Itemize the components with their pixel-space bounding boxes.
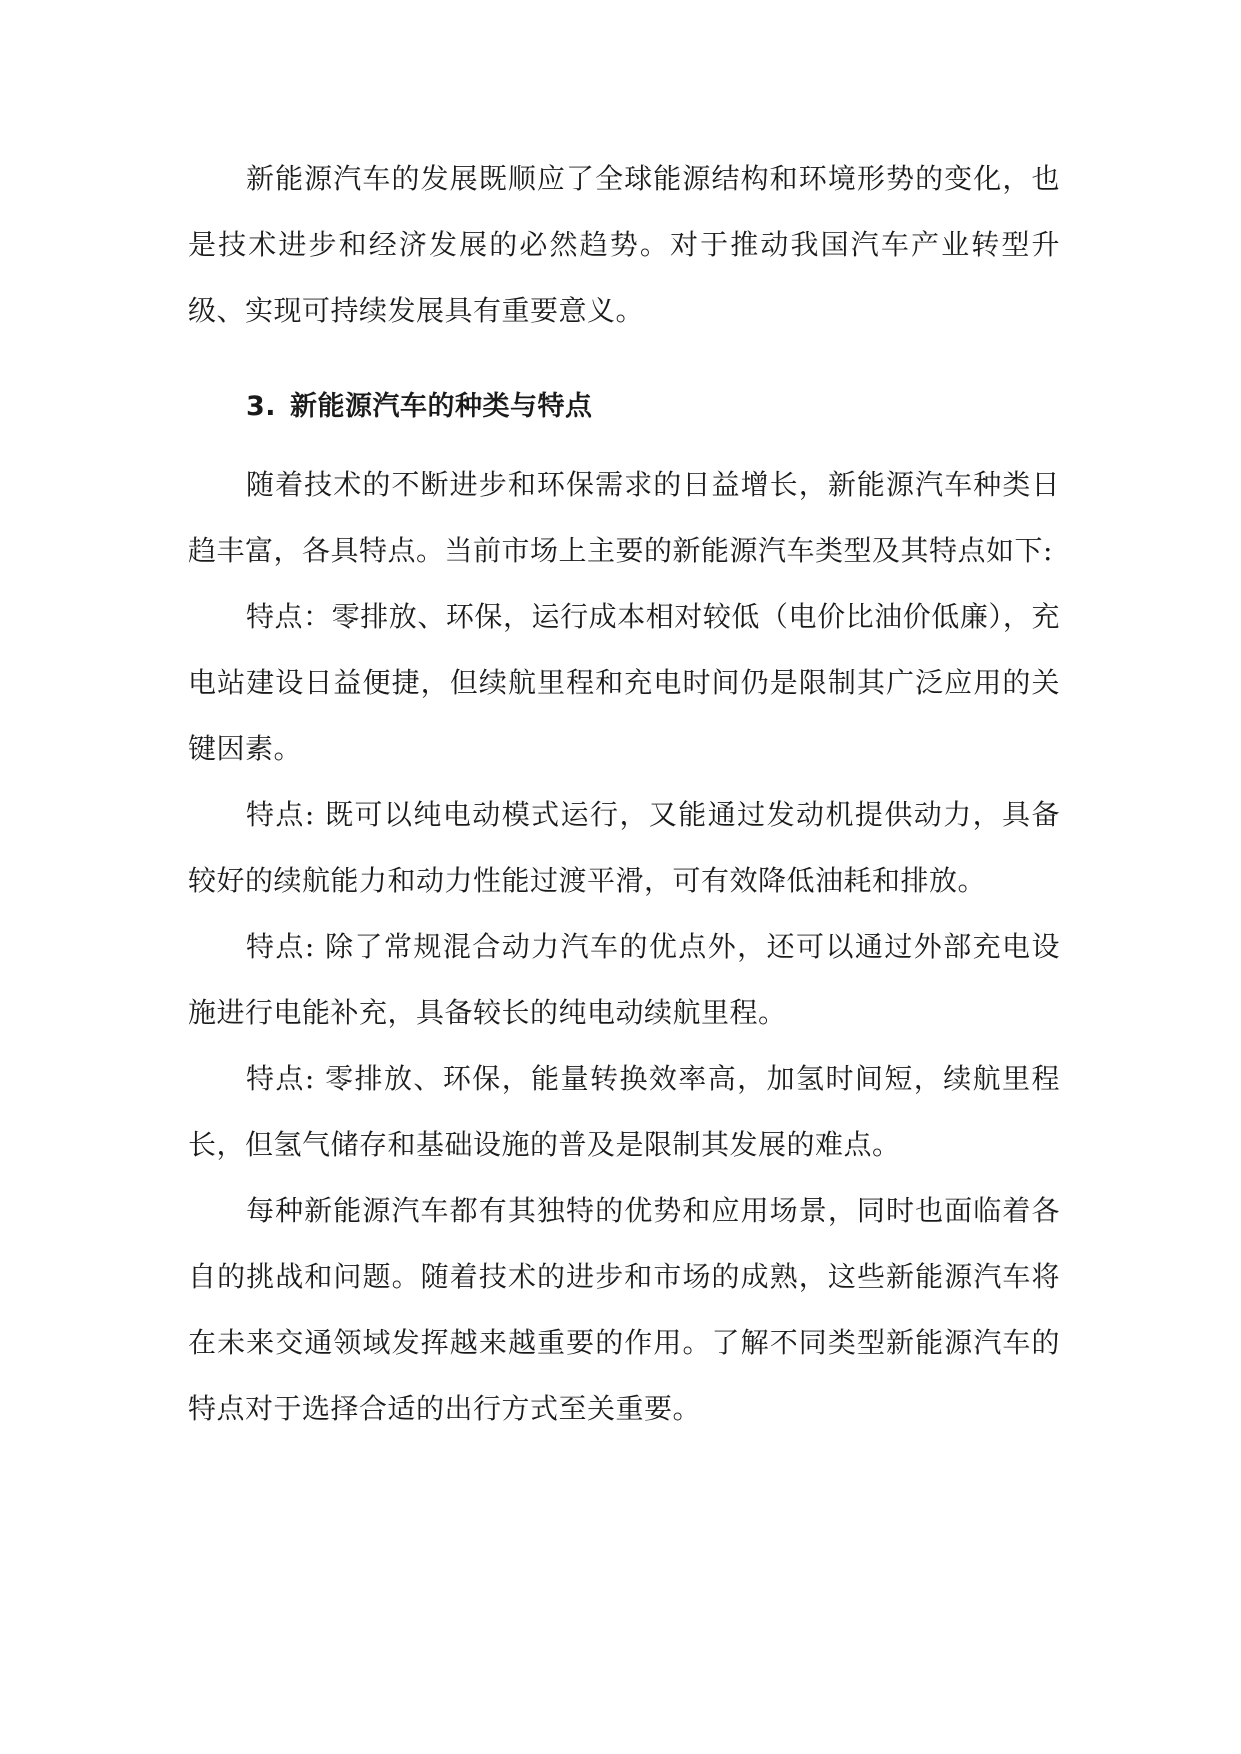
- intro-paragraph: 新能源汽车的发展既顺应了全球能源结构和环境形势的变化，也是技术进步和经济发展的必然趋势。对于推动我国汽车产业转型升级、实现可持续发展具有重要意义。: [188, 162, 1060, 327]
- body-paragraph-feature-4: 特点: 零排放、环保，能量转换效率高，加氢时间短，续航里程长，但氢气储存和基础设施的普及是限制其发展的难点。: [188, 1062, 1060, 1161]
- body-paragraph-overview: 随着技术的不断进步和环保需求的日益增长，新能源汽车种类日趋丰富，各具特点。当前市场上主要的新能源汽车类型及其特点如下:: [188, 468, 1060, 567]
- body-paragraph-feature-2: 特点: 既可以纯电动模式运行，又能通过发动机提供动力，具备较好的续航能力和动力性能过渡平滑，可有效降低油耗和排放。: [188, 798, 1060, 897]
- document-body: [188, 146, 1060, 1442]
- body-paragraph-feature-3: 特点: 除了常规混合动力汽车的优点外，还可以通过外部充电设施进行电能补充，具备较长的纯电动续航里程。: [188, 930, 1060, 1029]
- section-number: 3.: [246, 391, 277, 422]
- section-heading: [188, 374, 1060, 440]
- body-paragraph-feature-1: 特点：零排放、环保，运行成本相对较低（电价比油价低廉），充电站建设日益便捷，但续航里程和充电时间仍是限制其广泛应用的关键因素。: [188, 600, 1060, 765]
- section-title: 新能源汽车的种类与特点: [290, 391, 593, 422]
- body-paragraph-summary: 每种新能源汽车都有其独特的优势和应用场景，同时也面临着各自的挑战和问题。随着技术的进步和市场的成熟，这些新能源汽车将在未来交通领域发挥越来越重要的作用。了解不同类型新能源汽车的特点对于选择合适的出行方式至关重要。: [188, 1194, 1060, 1425]
